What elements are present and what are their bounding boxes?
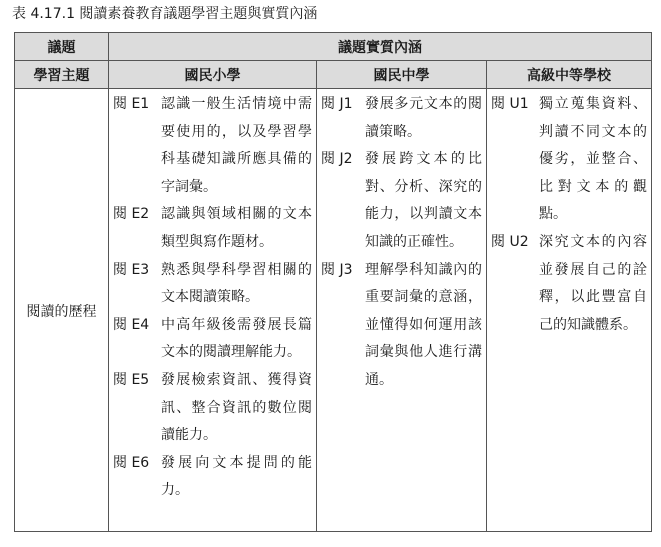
header-senior: 高級中等學校: [487, 61, 652, 89]
list-item: 閱 U1 獨立蒐集資料、判讀不同文本的優劣，並整合、比對文本的觀點。: [491, 96, 648, 223]
list-item: 閱 J3 理解學科知識內的重要詞彙的意涵，並懂得如何運用該詞彙與他人進行溝通。: [321, 261, 482, 388]
list-item: 閱 J2 發展跨文本的比對、分析、深究的能力，以判讀文本知識的正確性。: [321, 151, 482, 250]
header-elementary: 國民小學: [109, 61, 317, 89]
senior-cell: [487, 89, 652, 532]
list-item: 閱 E5 發展檢索資訊、獲得資訊、整合資訊的數位閱讀能力。: [113, 371, 312, 444]
list-item: 閱 E1 認識一般生活情境中需要使用的，以及學習學科基礎知識所應具備的字詞彙。: [113, 96, 312, 195]
list-item: 閱 E4 中高年級後需發展長篇文本的閱讀理解能力。: [113, 316, 312, 361]
list-item: 閱 U2 深究文本的內容並發展自己的詮釋，以此豐富自己的知識體系。: [491, 233, 648, 333]
list-item: 閱 E3 熟悉與學科學習相關的文本閱讀策略。: [113, 261, 312, 306]
list-item: 閱 E6 發展向文本提問的能力。: [113, 454, 312, 499]
table-caption: 表 4.17.1 閱讀素養教育議題學習主題與實質內涵: [12, 6, 318, 22]
topic-cell: 閱讀的歷程: [15, 89, 109, 532]
header-topic-line1: 議題: [15, 33, 109, 61]
elementary-cell: [109, 89, 317, 532]
header-topic-line2: 學習主題: [15, 61, 109, 89]
list-item: 閱 E2 認識與領域相關的文本類型與寫作題材。: [113, 206, 312, 250]
header-junior: 國民中學: [317, 61, 487, 89]
header-content: 議題實質內涵: [109, 33, 652, 61]
list-item: 閱 J1 發展多元文本的閱讀策略。: [321, 96, 482, 140]
learning-topics-table: [14, 32, 652, 532]
junior-cell: [317, 89, 487, 532]
